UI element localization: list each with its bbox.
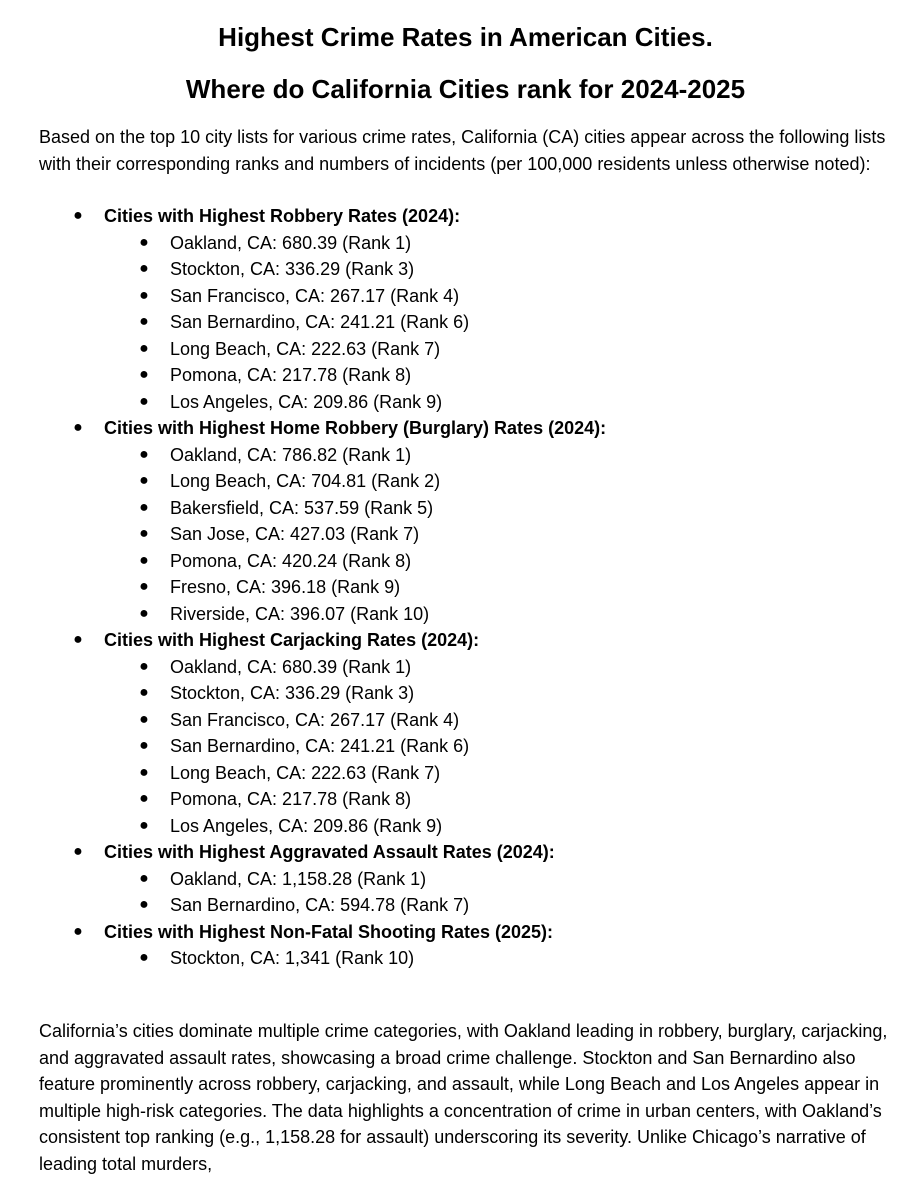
city-entry-text: Oakland, CA: 680.39 (Rank 1) <box>170 232 412 253</box>
bullet-icon: ● <box>139 286 149 304</box>
bullet-icon: ● <box>139 445 149 463</box>
city-list <box>0 866 921 919</box>
city-list-item <box>0 256 921 283</box>
city-entry-text: San Bernardino, CA: 594.78 (Rank 7) <box>170 895 470 915</box>
bullet-icon: ● <box>139 313 149 330</box>
category-heading <box>0 203 921 230</box>
bullet-icon: ● <box>73 843 83 860</box>
category-heading-text: Cities with Highest Aggravated Assault Rates (2024): <box>104 842 555 862</box>
bullet-icon: ● <box>139 392 149 410</box>
city-list-item <box>0 309 921 336</box>
city-list-item <box>0 389 921 416</box>
category-list-item <box>0 839 921 919</box>
category-list-item <box>0 627 921 839</box>
city-entry-text: Oakland, CA: 786.82 (Rank 1) <box>170 444 412 465</box>
city-entry-text: San Bernardino, CA: 241.21 (Rank 6) <box>170 312 470 332</box>
city-list-item <box>0 733 921 760</box>
city-entry-text: Oakland, CA: 680.39 (Rank 1) <box>170 656 412 677</box>
city-list-item <box>0 707 921 734</box>
city-list-item <box>0 892 921 919</box>
city-entry-text: Los Angeles, CA: 209.86 (Rank 9) <box>170 815 443 836</box>
city-entry-text: San Francisco, CA: 267.17 (Rank 4) <box>170 285 460 306</box>
city-list <box>0 230 921 416</box>
category-heading-text: Cities with Highest Carjacking Rates (2024): <box>104 630 480 650</box>
bullet-icon: ● <box>73 419 83 436</box>
city-list-item <box>0 442 921 469</box>
city-list-item <box>0 574 921 601</box>
document-title: Highest Crime Rates in American Cities. <box>218 22 713 52</box>
city-entry-text: Bakersfield, CA: 537.59 (Rank 5) <box>170 497 434 518</box>
city-list-item <box>0 601 921 628</box>
city-entry-text: Los Angeles, CA: 209.86 (Rank 9) <box>170 391 443 412</box>
city-entry-text: San Francisco, CA: 267.17 (Rank 4) <box>170 709 460 730</box>
city-entry-text: Riverside, CA: 396.07 (Rank 10) <box>170 603 430 624</box>
conclusion-paragraph: California’s cities dominate multiple crime categories, with Oakland leading in robbery, burglary, carjacking, and aggravated assault rates, showcasing a broad crime challenge. Stockton and San Bernardino also feature prominently across robbery, carjacking, and assault, while Long Beach and Los Angeles appear in multiple high-risk categories. The data highlights a concentration of crime in urban centers, with Oakland’s consistent top ranking (e.g., 1,158.28 for assault) underscoring its severity. Unlike Chicago’s narrative of leading total murders, <box>39 1021 888 1174</box>
bullet-icon: ● <box>139 578 149 595</box>
city-entry-text: Fresno, CA: 396.18 (Rank 9) <box>170 577 401 597</box>
city-list-item <box>0 495 921 522</box>
city-entry-text: Pomona, CA: 420.24 (Rank 8) <box>170 550 412 571</box>
category-heading <box>0 839 921 866</box>
category-heading <box>0 919 921 946</box>
bullet-icon: ● <box>139 869 149 887</box>
city-list-item <box>0 548 921 575</box>
bullet-icon: ● <box>139 684 149 701</box>
city-entry-text: Long Beach, CA: 222.63 (Rank 7) <box>170 762 441 783</box>
document-subtitle: Where do California Cities rank for 2024-2025 <box>185 74 746 104</box>
bullet-icon: ● <box>139 763 149 781</box>
bullet-icon: ● <box>73 207 83 224</box>
city-list-item <box>0 230 921 257</box>
category-heading-text: Cities with Highest Non-Fatal Shooting Rates (2025): <box>104 921 554 942</box>
city-list-item <box>0 786 921 813</box>
city-entry-text: Stockton, CA: 336.29 (Rank 3) <box>170 683 415 703</box>
bullet-icon: ● <box>139 551 149 569</box>
city-entry-text: Long Beach, CA: 222.63 (Rank 7) <box>170 338 441 359</box>
city-list-item <box>0 760 921 787</box>
category-heading <box>0 627 921 654</box>
city-entry-text: Stockton, CA: 1,341 (Rank 10) <box>170 948 415 968</box>
city-entry-text: Pomona, CA: 217.78 (Rank 8) <box>170 365 412 385</box>
city-list-item <box>0 866 921 893</box>
category-list-item <box>0 415 921 627</box>
bullet-icon: ● <box>139 525 149 542</box>
city-list-item <box>0 468 921 495</box>
bullet-icon: ● <box>139 657 149 675</box>
city-list <box>0 945 921 972</box>
city-list-item <box>0 654 921 681</box>
bullet-icon: ● <box>139 737 149 754</box>
city-list-item <box>0 521 921 548</box>
intro-paragraph: Based on the top 10 city lists for various crime rates, California (CA) cities appear across the following lists with their corresponding ranks and numbers of incidents (per 100,000 residents unless otherwise noted): <box>39 127 886 174</box>
category-list-item <box>0 203 921 415</box>
bullet-icon: ● <box>139 790 149 807</box>
city-entry-text: Stockton, CA: 336.29 (Rank 3) <box>170 259 415 279</box>
city-list-item <box>0 813 921 840</box>
city-entry-text: San Bernardino, CA: 241.21 (Rank 6) <box>170 736 470 756</box>
category-heading-text: Cities with Highest Home Robbery (Burglary) Rates (2024): <box>104 418 607 438</box>
city-list-item <box>0 283 921 310</box>
bullet-icon: ● <box>139 472 149 489</box>
bullet-icon: ● <box>139 339 149 357</box>
category-heading <box>0 415 921 442</box>
bullet-icon: ● <box>73 922 83 940</box>
category-list <box>0 203 921 972</box>
bullet-icon: ● <box>139 260 149 277</box>
city-list <box>0 654 921 840</box>
category-list-item <box>0 919 921 972</box>
category-heading-text: Cities with Highest Robbery Rates (2024): <box>104 206 461 226</box>
city-list-item <box>0 680 921 707</box>
city-list-item <box>0 362 921 389</box>
bullet-icon: ● <box>73 631 83 648</box>
city-entry-text: Long Beach, CA: 704.81 (Rank 2) <box>170 471 441 491</box>
bullet-icon: ● <box>139 498 149 516</box>
bullet-icon: ● <box>139 710 149 728</box>
city-entry-text: Oakland, CA: 1,158.28 (Rank 1) <box>170 868 427 889</box>
bullet-icon: ● <box>139 604 149 622</box>
city-list-item <box>0 945 921 972</box>
city-entry-text: Pomona, CA: 217.78 (Rank 8) <box>170 789 412 809</box>
city-list-item <box>0 336 921 363</box>
city-list <box>0 442 921 628</box>
bullet-icon: ● <box>139 949 149 966</box>
bullet-icon: ● <box>139 233 149 251</box>
bullet-icon: ● <box>139 816 149 834</box>
bullet-icon: ● <box>139 896 149 913</box>
city-entry-text: San Jose, CA: 427.03 (Rank 7) <box>170 524 420 544</box>
bullet-icon: ● <box>139 366 149 383</box>
